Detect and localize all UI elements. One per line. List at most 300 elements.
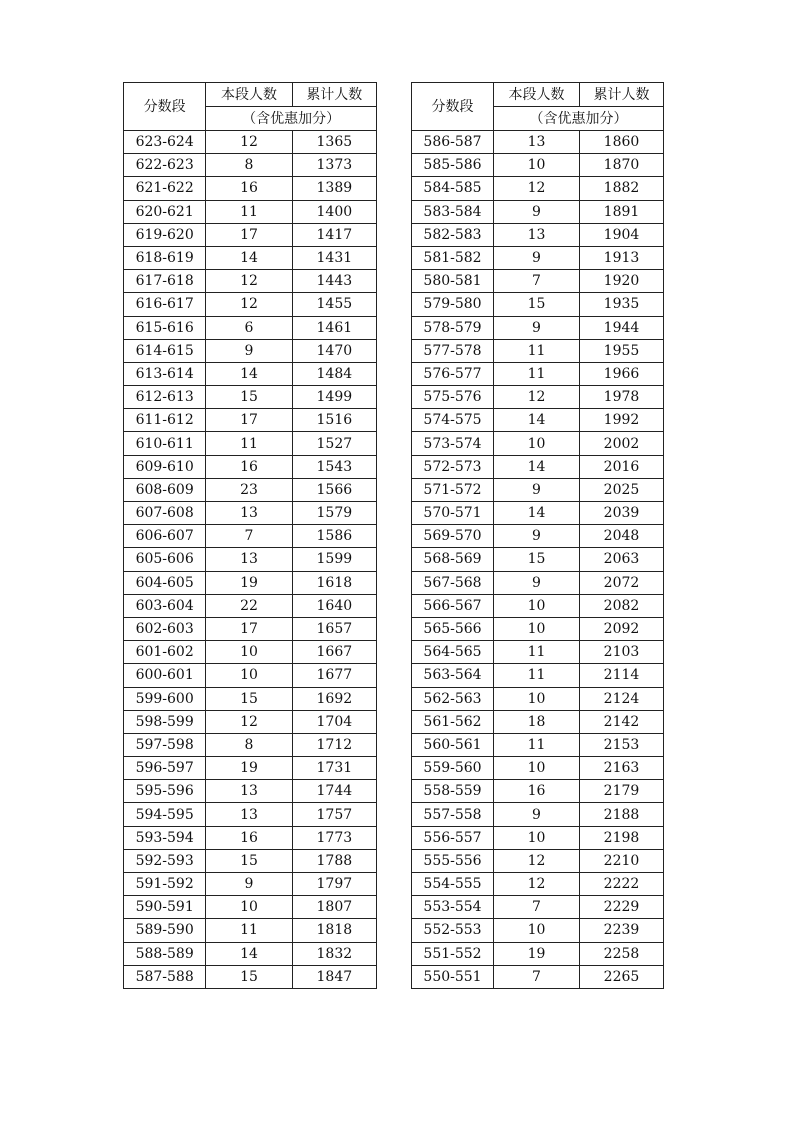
cumulative-count-cell: 2239 xyxy=(580,919,664,942)
table-row xyxy=(412,270,664,293)
table-row xyxy=(124,710,377,733)
table-row xyxy=(412,339,664,362)
table-row xyxy=(412,710,664,733)
score-range-cell: 611-612 xyxy=(124,409,206,432)
segment-count-cell: 17 xyxy=(206,223,292,246)
table-row xyxy=(412,455,664,478)
score-range-cell: 580-581 xyxy=(412,270,494,293)
cumulative-count-cell: 1586 xyxy=(292,525,376,548)
header-note: （含优惠加分） xyxy=(494,107,664,131)
score-range-cell: 616-617 xyxy=(124,293,206,316)
table-body-left xyxy=(124,131,377,989)
table-row xyxy=(124,502,377,525)
cumulative-count-cell: 2153 xyxy=(580,733,664,756)
segment-count-cell: 11 xyxy=(206,919,292,942)
score-range-cell: 584-585 xyxy=(412,177,494,200)
cumulative-count-cell: 2039 xyxy=(580,502,664,525)
score-range-cell: 622-623 xyxy=(124,154,206,177)
cumulative-count-cell: 2114 xyxy=(580,664,664,687)
segment-count-cell: 15 xyxy=(206,965,292,988)
segment-count-cell: 14 xyxy=(206,942,292,965)
score-range-cell: 621-622 xyxy=(124,177,206,200)
score-range-cell: 581-582 xyxy=(412,246,494,269)
table-row xyxy=(124,896,377,919)
segment-count-cell: 11 xyxy=(494,641,580,664)
segment-count-cell: 10 xyxy=(494,154,580,177)
table-row xyxy=(124,525,377,548)
cumulative-count-cell: 2188 xyxy=(580,803,664,826)
score-range-cell: 599-600 xyxy=(124,687,206,710)
score-range-cell: 565-566 xyxy=(412,617,494,640)
segment-count-cell: 15 xyxy=(494,548,580,571)
segment-count-cell: 12 xyxy=(494,177,580,200)
cumulative-count-cell: 1365 xyxy=(292,131,376,154)
table-row xyxy=(124,942,377,965)
score-range-cell: 550-551 xyxy=(412,965,494,988)
score-range-cell: 605-606 xyxy=(124,548,206,571)
score-table-left xyxy=(123,82,377,989)
segment-count-cell: 12 xyxy=(494,873,580,896)
table-row xyxy=(412,525,664,548)
cumulative-count-cell: 1860 xyxy=(580,131,664,154)
segment-count-cell: 11 xyxy=(494,733,580,756)
segment-count-cell: 11 xyxy=(494,339,580,362)
table-row xyxy=(412,293,664,316)
table-body-right xyxy=(412,131,664,989)
cumulative-count-cell: 1978 xyxy=(580,386,664,409)
score-range-cell: 602-603 xyxy=(124,617,206,640)
score-range-cell: 590-591 xyxy=(124,896,206,919)
cumulative-count-cell: 1470 xyxy=(292,339,376,362)
segment-count-cell: 15 xyxy=(206,687,292,710)
segment-count-cell: 13 xyxy=(206,803,292,826)
table-row xyxy=(124,548,377,571)
segment-count-cell: 8 xyxy=(206,733,292,756)
score-range-cell: 566-567 xyxy=(412,594,494,617)
table-row xyxy=(412,478,664,501)
table-row xyxy=(412,757,664,780)
score-range-cell: 612-613 xyxy=(124,386,206,409)
segment-count-cell: 7 xyxy=(494,270,580,293)
score-range-cell: 563-564 xyxy=(412,664,494,687)
score-range-cell: 553-554 xyxy=(412,896,494,919)
segment-count-cell: 7 xyxy=(494,896,580,919)
table-row xyxy=(124,687,377,710)
cumulative-count-cell: 2025 xyxy=(580,478,664,501)
cumulative-count-cell: 1677 xyxy=(292,664,376,687)
segment-count-cell: 13 xyxy=(494,223,580,246)
cumulative-count-cell: 1955 xyxy=(580,339,664,362)
cumulative-count-cell: 2210 xyxy=(580,849,664,872)
score-range-cell: 610-611 xyxy=(124,432,206,455)
segment-count-cell: 10 xyxy=(206,664,292,687)
segment-count-cell: 15 xyxy=(206,849,292,872)
score-range-cell: 609-610 xyxy=(124,455,206,478)
table-row xyxy=(412,409,664,432)
score-range-cell: 572-573 xyxy=(412,455,494,478)
table-row xyxy=(412,849,664,872)
table-row xyxy=(412,873,664,896)
score-range-cell: 551-552 xyxy=(412,942,494,965)
cumulative-count-cell: 1847 xyxy=(292,965,376,988)
segment-count-cell: 19 xyxy=(206,757,292,780)
cumulative-count-cell: 1704 xyxy=(292,710,376,733)
cumulative-count-cell: 1618 xyxy=(292,571,376,594)
score-range-cell: 613-614 xyxy=(124,362,206,385)
score-range-cell: 596-597 xyxy=(124,757,206,780)
header-note: （含优惠加分） xyxy=(206,107,377,131)
segment-count-cell: 19 xyxy=(494,942,580,965)
table-row xyxy=(412,154,664,177)
segment-count-cell: 12 xyxy=(494,849,580,872)
score-range-cell: 594-595 xyxy=(124,803,206,826)
segment-count-cell: 9 xyxy=(494,571,580,594)
table-row xyxy=(412,177,664,200)
table-row xyxy=(124,478,377,501)
cumulative-count-cell: 1461 xyxy=(292,316,376,339)
cumulative-count-cell: 1667 xyxy=(292,641,376,664)
table-row xyxy=(412,733,664,756)
segment-count-cell: 12 xyxy=(206,710,292,733)
cumulative-count-cell: 1992 xyxy=(580,409,664,432)
segment-count-cell: 14 xyxy=(494,455,580,478)
cumulative-count-cell: 1640 xyxy=(292,594,376,617)
score-range-cell: 623-624 xyxy=(124,131,206,154)
segment-count-cell: 9 xyxy=(494,316,580,339)
segment-count-cell: 16 xyxy=(494,780,580,803)
cumulative-count-cell: 2222 xyxy=(580,873,664,896)
table-row xyxy=(412,223,664,246)
table-row xyxy=(124,131,377,154)
table-row xyxy=(412,131,664,154)
table-row xyxy=(124,246,377,269)
segment-count-cell: 10 xyxy=(494,594,580,617)
cumulative-count-cell: 1527 xyxy=(292,432,376,455)
score-range-cell: 593-594 xyxy=(124,826,206,849)
table-row xyxy=(412,896,664,919)
cumulative-count-cell: 1692 xyxy=(292,687,376,710)
cumulative-count-cell: 2002 xyxy=(580,432,664,455)
table-row xyxy=(124,757,377,780)
table-row xyxy=(124,641,377,664)
segment-count-cell: 9 xyxy=(206,873,292,896)
segment-count-cell: 17 xyxy=(206,617,292,640)
table-row xyxy=(412,942,664,965)
score-range-cell: 556-557 xyxy=(412,826,494,849)
header-cumulative-count: 累计人数 xyxy=(292,83,376,107)
table-row xyxy=(124,293,377,316)
segment-count-cell: 19 xyxy=(206,571,292,594)
segment-count-cell: 13 xyxy=(206,780,292,803)
cumulative-count-cell: 2048 xyxy=(580,525,664,548)
cumulative-count-cell: 1935 xyxy=(580,293,664,316)
score-range-cell: 575-576 xyxy=(412,386,494,409)
table-row xyxy=(412,386,664,409)
cumulative-count-cell: 1431 xyxy=(292,246,376,269)
score-range-cell: 600-601 xyxy=(124,664,206,687)
score-range-cell: 583-584 xyxy=(412,200,494,223)
table-row xyxy=(412,571,664,594)
score-range-cell: 555-556 xyxy=(412,849,494,872)
score-range-cell: 571-572 xyxy=(412,478,494,501)
header-segment-count: 本段人数 xyxy=(206,83,292,107)
cumulative-count-cell: 1516 xyxy=(292,409,376,432)
cumulative-count-cell: 1913 xyxy=(580,246,664,269)
cumulative-count-cell: 1904 xyxy=(580,223,664,246)
cumulative-count-cell: 2258 xyxy=(580,942,664,965)
table-row xyxy=(124,594,377,617)
segment-count-cell: 9 xyxy=(494,200,580,223)
score-range-cell: 561-562 xyxy=(412,710,494,733)
segment-count-cell: 13 xyxy=(206,502,292,525)
cumulative-count-cell: 1599 xyxy=(292,548,376,571)
segment-count-cell: 11 xyxy=(494,664,580,687)
table-row xyxy=(124,826,377,849)
cumulative-count-cell: 1920 xyxy=(580,270,664,293)
table-row xyxy=(124,432,377,455)
cumulative-count-cell: 1566 xyxy=(292,478,376,501)
score-range-cell: 579-580 xyxy=(412,293,494,316)
table-row xyxy=(124,409,377,432)
table-row xyxy=(412,803,664,826)
segment-count-cell: 11 xyxy=(206,432,292,455)
score-range-cell: 601-602 xyxy=(124,641,206,664)
segment-count-cell: 7 xyxy=(206,525,292,548)
segment-count-cell: 7 xyxy=(494,965,580,988)
score-range-cell: 560-561 xyxy=(412,733,494,756)
segment-count-cell: 14 xyxy=(206,246,292,269)
cumulative-count-cell: 1818 xyxy=(292,919,376,942)
segment-count-cell: 13 xyxy=(206,548,292,571)
table-row xyxy=(124,270,377,293)
segment-count-cell: 10 xyxy=(494,617,580,640)
cumulative-count-cell: 1712 xyxy=(292,733,376,756)
table-row xyxy=(124,154,377,177)
table-row xyxy=(412,687,664,710)
score-range-cell: 574-575 xyxy=(412,409,494,432)
score-range-cell: 595-596 xyxy=(124,780,206,803)
cumulative-count-cell: 2163 xyxy=(580,757,664,780)
cumulative-count-cell: 1417 xyxy=(292,223,376,246)
segment-count-cell: 10 xyxy=(494,826,580,849)
table-row xyxy=(124,362,377,385)
segment-count-cell: 9 xyxy=(206,339,292,362)
table-row xyxy=(412,780,664,803)
cumulative-count-cell: 1882 xyxy=(580,177,664,200)
score-range-cell: 618-619 xyxy=(124,246,206,269)
segment-count-cell: 10 xyxy=(494,919,580,942)
score-range-cell: 570-571 xyxy=(412,502,494,525)
table-row xyxy=(124,339,377,362)
table-row xyxy=(412,664,664,687)
table-row xyxy=(124,177,377,200)
cumulative-count-cell: 1443 xyxy=(292,270,376,293)
score-range-cell: 568-569 xyxy=(412,548,494,571)
score-range-cell: 617-618 xyxy=(124,270,206,293)
score-range-cell: 573-574 xyxy=(412,432,494,455)
table-row xyxy=(412,548,664,571)
segment-count-cell: 8 xyxy=(206,154,292,177)
segment-count-cell: 10 xyxy=(206,896,292,919)
segment-count-cell: 15 xyxy=(494,293,580,316)
score-range-cell: 620-621 xyxy=(124,200,206,223)
segment-count-cell: 13 xyxy=(494,131,580,154)
score-range-cell: 608-609 xyxy=(124,478,206,501)
segment-count-cell: 9 xyxy=(494,803,580,826)
cumulative-count-cell: 1966 xyxy=(580,362,664,385)
score-range-cell: 557-558 xyxy=(412,803,494,826)
table-row xyxy=(412,432,664,455)
segment-count-cell: 10 xyxy=(206,641,292,664)
score-range-cell: 587-588 xyxy=(124,965,206,988)
table-row xyxy=(124,919,377,942)
segment-count-cell: 9 xyxy=(494,525,580,548)
segment-count-cell: 15 xyxy=(206,386,292,409)
cumulative-count-cell: 1373 xyxy=(292,154,376,177)
table-row xyxy=(412,617,664,640)
cumulative-count-cell: 1731 xyxy=(292,757,376,780)
cumulative-count-cell: 1832 xyxy=(292,942,376,965)
segment-count-cell: 23 xyxy=(206,478,292,501)
table-row xyxy=(412,594,664,617)
score-range-cell: 585-586 xyxy=(412,154,494,177)
cumulative-count-cell: 1788 xyxy=(292,849,376,872)
score-range-cell: 554-555 xyxy=(412,873,494,896)
score-range-cell: 589-590 xyxy=(124,919,206,942)
cumulative-count-cell: 1657 xyxy=(292,617,376,640)
table-row xyxy=(412,965,664,988)
segment-count-cell: 12 xyxy=(206,131,292,154)
cumulative-count-cell: 2124 xyxy=(580,687,664,710)
cumulative-count-cell: 2103 xyxy=(580,641,664,664)
score-range-cell: 564-565 xyxy=(412,641,494,664)
score-range-cell: 607-608 xyxy=(124,502,206,525)
table-row xyxy=(124,849,377,872)
table-row xyxy=(412,502,664,525)
score-range-cell: 582-583 xyxy=(412,223,494,246)
segment-count-cell: 9 xyxy=(494,246,580,269)
table-row xyxy=(124,803,377,826)
table-row xyxy=(124,664,377,687)
cumulative-count-cell: 1400 xyxy=(292,200,376,223)
table-row xyxy=(124,617,377,640)
cumulative-count-cell: 2072 xyxy=(580,571,664,594)
table-row xyxy=(124,965,377,988)
header-cumulative-count: 累计人数 xyxy=(580,83,664,107)
score-range-cell: 562-563 xyxy=(412,687,494,710)
table-row xyxy=(412,200,664,223)
score-range-cell: 567-568 xyxy=(412,571,494,594)
cumulative-count-cell: 2179 xyxy=(580,780,664,803)
cumulative-count-cell: 2016 xyxy=(580,455,664,478)
segment-count-cell: 12 xyxy=(206,293,292,316)
segment-count-cell: 14 xyxy=(494,409,580,432)
score-range-cell: 552-553 xyxy=(412,919,494,942)
cumulative-count-cell: 2265 xyxy=(580,965,664,988)
segment-count-cell: 16 xyxy=(206,455,292,478)
score-range-cell: 591-592 xyxy=(124,873,206,896)
segment-count-cell: 6 xyxy=(206,316,292,339)
cumulative-count-cell: 2082 xyxy=(580,594,664,617)
score-range-cell: 615-616 xyxy=(124,316,206,339)
segment-count-cell: 17 xyxy=(206,409,292,432)
segment-count-cell: 18 xyxy=(494,710,580,733)
cumulative-count-cell: 1797 xyxy=(292,873,376,896)
cumulative-count-cell: 1389 xyxy=(292,177,376,200)
segment-count-cell: 12 xyxy=(206,270,292,293)
segment-count-cell: 22 xyxy=(206,594,292,617)
table-row xyxy=(412,316,664,339)
table-row xyxy=(124,316,377,339)
score-range-cell: 619-620 xyxy=(124,223,206,246)
table-row xyxy=(124,455,377,478)
score-range-cell: 588-589 xyxy=(124,942,206,965)
cumulative-count-cell: 1499 xyxy=(292,386,376,409)
cumulative-count-cell: 1484 xyxy=(292,362,376,385)
header-score-range: 分数段 xyxy=(412,83,494,131)
cumulative-count-cell: 2063 xyxy=(580,548,664,571)
score-range-cell: 614-615 xyxy=(124,339,206,362)
segment-count-cell: 11 xyxy=(494,362,580,385)
cumulative-count-cell: 2229 xyxy=(580,896,664,919)
segment-count-cell: 14 xyxy=(206,362,292,385)
score-range-cell: 603-604 xyxy=(124,594,206,617)
table-row xyxy=(412,362,664,385)
table-row xyxy=(124,223,377,246)
segment-count-cell: 11 xyxy=(206,200,292,223)
cumulative-count-cell: 2092 xyxy=(580,617,664,640)
segment-count-cell: 14 xyxy=(494,502,580,525)
score-range-cell: 597-598 xyxy=(124,733,206,756)
cumulative-count-cell: 1870 xyxy=(580,154,664,177)
cumulative-count-cell: 1744 xyxy=(292,780,376,803)
cumulative-count-cell: 1891 xyxy=(580,200,664,223)
cumulative-count-cell: 1807 xyxy=(292,896,376,919)
header-score-range: 分数段 xyxy=(124,83,206,131)
cumulative-count-cell: 1773 xyxy=(292,826,376,849)
score-table-right xyxy=(411,82,664,989)
table-row xyxy=(412,826,664,849)
cumulative-count-cell: 2198 xyxy=(580,826,664,849)
score-range-cell: 592-593 xyxy=(124,849,206,872)
segment-count-cell: 10 xyxy=(494,432,580,455)
cumulative-count-cell: 1455 xyxy=(292,293,376,316)
segment-count-cell: 16 xyxy=(206,826,292,849)
segment-count-cell: 10 xyxy=(494,687,580,710)
score-range-cell: 604-605 xyxy=(124,571,206,594)
table-row xyxy=(124,386,377,409)
segment-count-cell: 16 xyxy=(206,177,292,200)
score-range-cell: 578-579 xyxy=(412,316,494,339)
header-segment-count: 本段人数 xyxy=(494,83,580,107)
cumulative-count-cell: 1757 xyxy=(292,803,376,826)
table-row xyxy=(124,733,377,756)
score-range-cell: 577-578 xyxy=(412,339,494,362)
score-range-cell: 606-607 xyxy=(124,525,206,548)
table-row xyxy=(124,571,377,594)
cumulative-count-cell: 1579 xyxy=(292,502,376,525)
score-range-cell: 576-577 xyxy=(412,362,494,385)
segment-count-cell: 9 xyxy=(494,478,580,501)
table-row xyxy=(124,873,377,896)
cumulative-count-cell: 2142 xyxy=(580,710,664,733)
table-row xyxy=(412,246,664,269)
score-range-cell: 558-559 xyxy=(412,780,494,803)
cumulative-count-cell: 1543 xyxy=(292,455,376,478)
table-row xyxy=(124,200,377,223)
table-row xyxy=(124,780,377,803)
score-range-cell: 598-599 xyxy=(124,710,206,733)
